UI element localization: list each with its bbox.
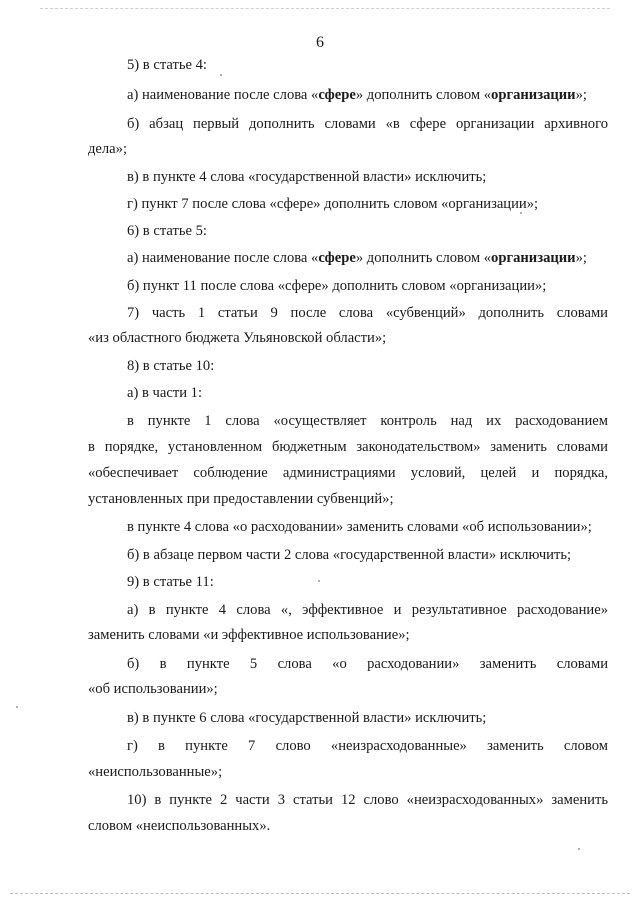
- scan-speck: [220, 74, 222, 76]
- text-line: в порядке, установленном бюджетным законодательством» заменить словами: [88, 439, 608, 455]
- text-line: в пункте 1 слова «осуществляет контроль над их расходованием: [127, 413, 608, 429]
- text-line: 10) в пункте 2 части 3 статьи 12 слово «неизрасходованных» заменить: [127, 792, 608, 808]
- text-line: а) в части 1:: [127, 385, 203, 401]
- scan-speck: [16, 706, 18, 708]
- text-line: б) в пункте 5 слова «о расходовании» заменить словами: [127, 656, 608, 672]
- text-line: г) пункт 7 после слова «сфере» дополнить словом «организации»;: [127, 196, 539, 212]
- text-line: в) в пункте 4 слова «государственной власти» исключить;: [127, 169, 487, 185]
- text-line: а) в пункте 4 слова «, эффективное и результативное расходование»: [127, 602, 608, 618]
- text-line: дела»;: [88, 141, 128, 157]
- text-line: б) пункт 11 после слова «сфере» дополнить словом «организации»;: [127, 278, 547, 294]
- text-line: а) наименование после слова «сфере» дополнить словом «организации»;: [127, 87, 587, 103]
- page-number: 6: [316, 34, 324, 51]
- text-line: «об использовании»;: [88, 681, 218, 697]
- text-line: б) в абзаце первом части 2 слова «государственной власти» исключить;: [127, 547, 572, 563]
- text-line: 8) в статье 10:: [127, 358, 215, 374]
- text-line: «обеспечивает соблюдение администрациями условий, целей и порядка,: [88, 465, 608, 481]
- text-line: «неиспользованные»;: [88, 764, 223, 780]
- scan-speck: [318, 580, 320, 582]
- text-line: 5) в статье 4:: [127, 57, 207, 73]
- text-line: в пункте 4 слова «о расходовании» заменить словами «об использовании»;: [127, 519, 592, 535]
- text-line: заменить словами «и эффективное использование»;: [88, 627, 410, 643]
- scan-speck: [520, 212, 522, 214]
- text-line: словом «неиспользованных».: [88, 818, 271, 834]
- scan-speck: [578, 848, 580, 850]
- text-line: 7) часть 1 статьи 9 после слова «субвенций» дополнить словами: [127, 305, 608, 321]
- text-line: г) в пункте 7 слово «неизрасходованные» заменить словом: [127, 738, 608, 754]
- text-line: «из областного бюджета Ульяновской области»;: [88, 330, 387, 346]
- scan-edge-top: [40, 8, 610, 10]
- text-line: а) наименование после слова «сфере» дополнить словом «организации»;: [127, 250, 587, 266]
- scan-edge-bottom: [10, 893, 630, 895]
- text-line: б) абзац первый дополнить словами «в сфере организации архивного: [127, 116, 608, 132]
- text-line: установленных при предоставлении субвенций»;: [88, 491, 394, 507]
- text-line: 6) в статье 5:: [127, 223, 207, 239]
- text-line: 9) в статье 11:: [127, 574, 214, 590]
- text-line: в) в пункте 6 слова «государственной власти» исключить;: [127, 710, 487, 726]
